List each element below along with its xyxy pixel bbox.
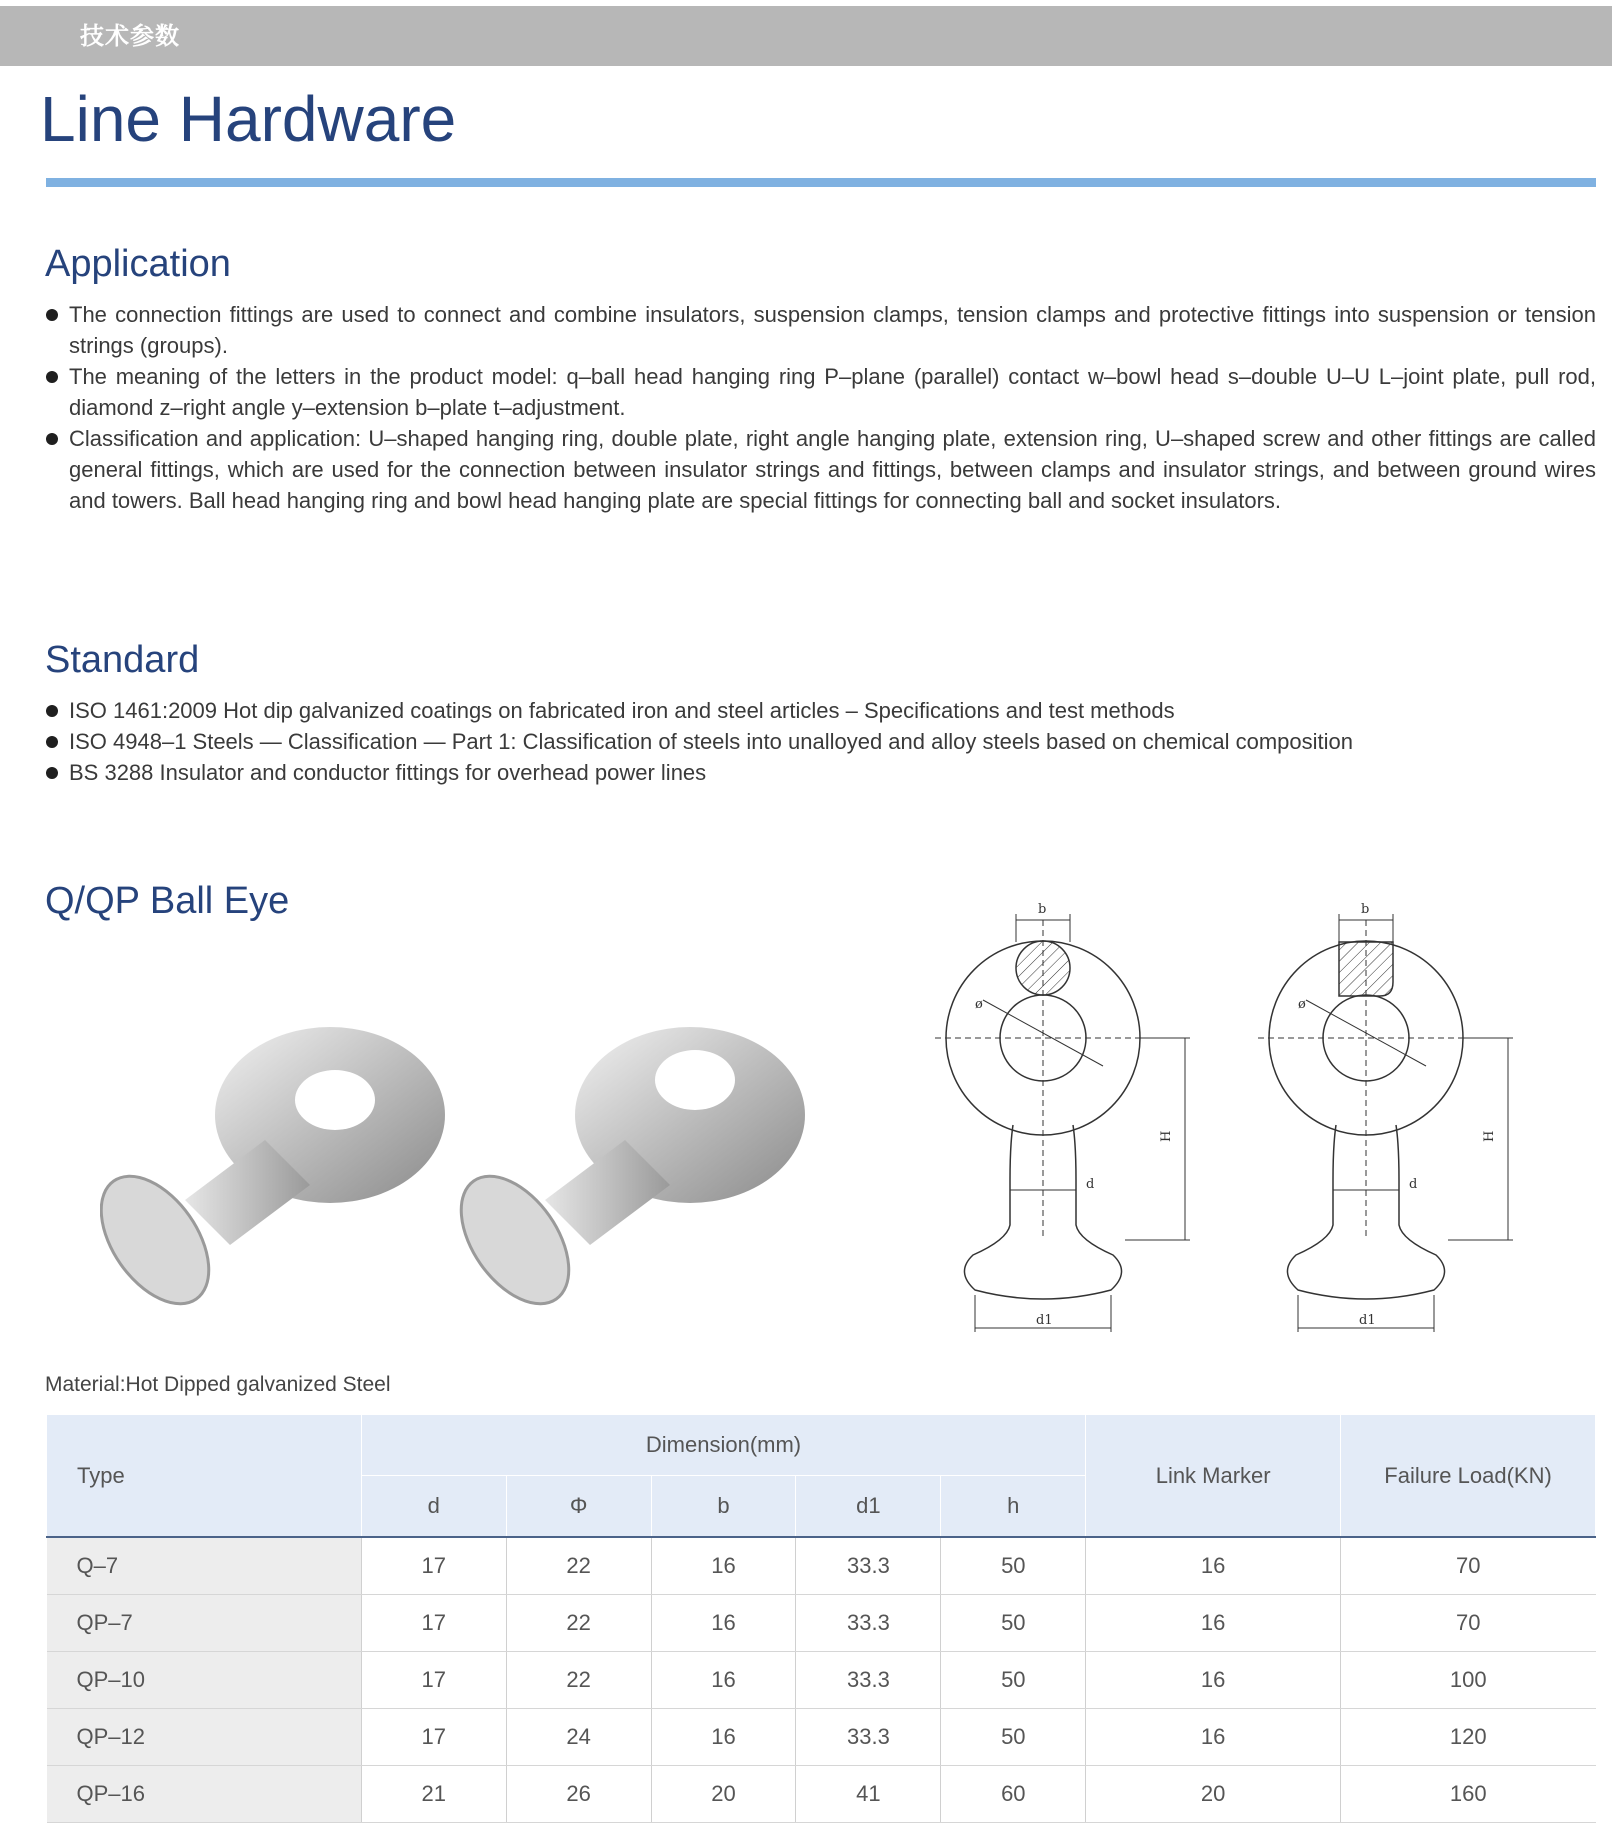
drawing-q [935, 914, 1190, 1332]
load-cell: 160 [1341, 1766, 1596, 1823]
ball-eye-left [100, 1027, 445, 1310]
bullet-icon [46, 433, 58, 445]
dim-label-b: b [1038, 902, 1047, 917]
col-header-h: h [941, 1476, 1086, 1538]
ball-eye-drawing [925, 900, 1525, 1340]
dim-label-h: H [1482, 1130, 1497, 1142]
spec-table [46, 1415, 1596, 1823]
col-header-d1: d1 [796, 1476, 941, 1538]
application-heading: Application [45, 243, 231, 285]
bullet-icon [46, 705, 58, 717]
phi-cell: 24 [506, 1709, 651, 1766]
b-cell: 16 [651, 1595, 796, 1652]
d-cell: 21 [361, 1766, 506, 1823]
dimension-header: Dimension(mm) [361, 1415, 1085, 1476]
b-cell: 20 [651, 1766, 796, 1823]
type-cell: Q–7 [47, 1537, 362, 1595]
link-cell: 16 [1086, 1652, 1341, 1709]
ball-eye-photo [100, 1010, 830, 1310]
h-cell: 50 [941, 1652, 1086, 1709]
col-header-b: b [651, 1476, 796, 1538]
bullet-icon [46, 371, 58, 383]
d-cell: 17 [361, 1537, 506, 1595]
phi-cell: 22 [506, 1595, 651, 1652]
list-item: The meaning of the letters in the product model: q–ball head hanging ring P–plane (parallel) contact w–bowl head s–double U–U L–joint plate, pull rod, diamond z–right angle y–extension b–plate t–adjustment. [46, 361, 1596, 423]
link-cell: 16 [1086, 1595, 1341, 1652]
ball-eye-right [439, 1027, 805, 1310]
dim-label-phi: ø [1298, 997, 1306, 1012]
failure-load-header: Failure Load(KN) [1341, 1415, 1596, 1537]
list-item: BS 3288 Insulator and conductor fittings for overhead power lines [46, 757, 1596, 788]
b-cell: 16 [651, 1652, 796, 1709]
d1-cell: 33.3 [796, 1537, 941, 1595]
col-header-phi: Φ [506, 1476, 651, 1538]
bullet-icon [46, 736, 58, 748]
dim-label-d1: d1 [1359, 1313, 1376, 1328]
load-cell: 120 [1341, 1709, 1596, 1766]
list-item: Classification and application: U–shaped hanging ring, double plate, right angle hanging plate, extension ring, U–shaped screw and other fittings are called general fittings, which are used for the connection between insulator strings and fittings, between clamps and insulator strings, and between ground wires and towers. Ball head hanging ring and bowl head hanging plate are special fittings for connecting ball and socket insulators. [46, 423, 1596, 516]
h-cell: 50 [941, 1709, 1086, 1766]
phi-cell: 26 [506, 1766, 651, 1823]
load-cell: 100 [1341, 1652, 1596, 1709]
type-cell: QP–12 [47, 1709, 362, 1766]
type-header: Type [47, 1415, 362, 1537]
link-marker-header: Link Marker [1086, 1415, 1341, 1537]
table-row [47, 1766, 1596, 1823]
h-cell: 50 [941, 1537, 1086, 1595]
list-item: ISO 4948–1 Steels — Classification — Part 1: Classification of steels into unalloyed and alloy steels based on chemical composition [46, 726, 1596, 757]
dim-label-d: d [1086, 1177, 1095, 1192]
list-item: The connection fittings are used to connect and combine insulators, suspension clamps, tension clamps and protective fittings into suspension or tension strings (groups). [46, 299, 1596, 361]
dim-label-phi: ø [975, 997, 983, 1012]
type-cell: QP–16 [47, 1766, 362, 1823]
b-cell: 16 [651, 1709, 796, 1766]
d1-cell: 33.3 [796, 1652, 941, 1709]
d1-cell: 33.3 [796, 1709, 941, 1766]
header-tag: 技术参数 [80, 22, 180, 50]
load-cell: 70 [1341, 1595, 1596, 1652]
drawing-qp [1258, 914, 1513, 1332]
header-bar [0, 6, 1612, 66]
list-item: ISO 1461:2009 Hot dip galvanized coatings on fabricated iron and steel articles – Specifications and test methods [46, 695, 1596, 726]
material-note: Material:Hot Dipped galvanized Steel [45, 1373, 391, 1396]
load-cell: 70 [1341, 1537, 1596, 1595]
col-header-d: d [361, 1476, 506, 1538]
d-cell: 17 [361, 1652, 506, 1709]
d1-cell: 41 [796, 1766, 941, 1823]
table-row [47, 1709, 1596, 1766]
standard-list [46, 695, 1596, 788]
d-cell: 17 [361, 1595, 506, 1652]
type-cell: QP–10 [47, 1652, 362, 1709]
phi-cell: 22 [506, 1537, 651, 1595]
link-cell: 16 [1086, 1709, 1341, 1766]
h-cell: 50 [941, 1595, 1086, 1652]
link-cell: 20 [1086, 1766, 1341, 1823]
standard-heading: Standard [45, 639, 200, 681]
d1-cell: 33.3 [796, 1595, 941, 1652]
d-cell: 17 [361, 1709, 506, 1766]
type-cell: QP–7 [47, 1595, 362, 1652]
phi-cell: 22 [506, 1652, 651, 1709]
page-title: Line Hardware [40, 83, 457, 155]
h-cell: 60 [941, 1766, 1086, 1823]
product-heading: Q/QP Ball Eye [45, 880, 290, 922]
b-cell: 16 [651, 1537, 796, 1595]
dim-label-d: d [1409, 1177, 1418, 1192]
bullet-icon [46, 767, 58, 779]
dim-label-h: H [1159, 1130, 1174, 1142]
table-row [47, 1595, 1596, 1652]
table-row [47, 1652, 1596, 1709]
dim-label-d1: d1 [1036, 1313, 1053, 1328]
title-divider [46, 178, 1596, 187]
table-row [47, 1537, 1596, 1595]
dim-label-b: b [1361, 902, 1370, 917]
link-cell: 16 [1086, 1537, 1341, 1595]
bullet-icon [46, 309, 58, 321]
application-list [46, 299, 1596, 516]
